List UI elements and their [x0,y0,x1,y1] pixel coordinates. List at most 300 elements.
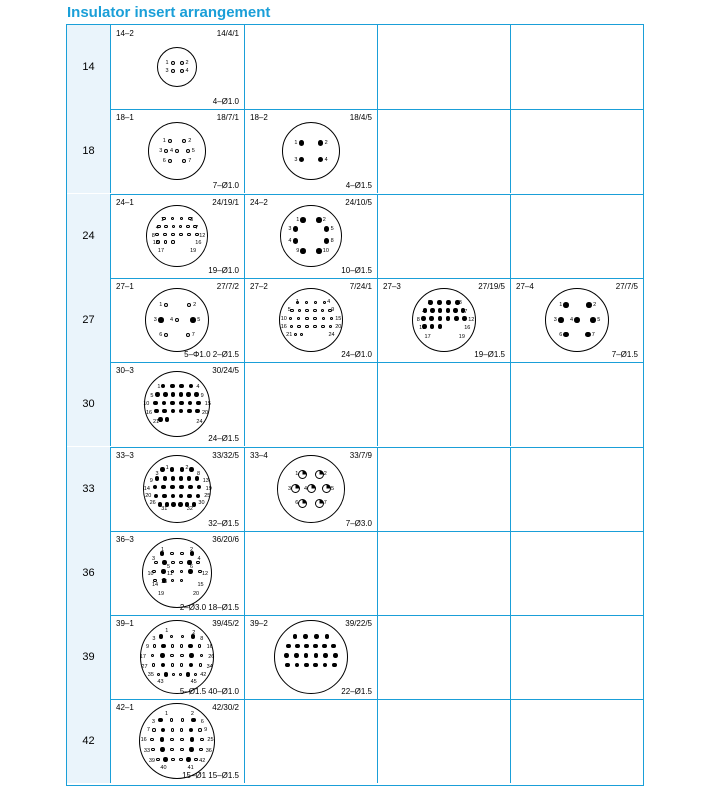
contact-spec: 5–Φ1.0 2–Ø1.5 [184,349,239,359]
pin-number: 1 [296,216,300,223]
contact-pin [438,316,443,321]
contact-socket [179,233,183,237]
pin-number: 9 [204,726,208,733]
contact-socket [155,233,159,237]
pin-number: 7 [195,224,199,231]
arrangement-cell [244,278,377,362]
pin-number: 31 [161,506,168,513]
arrangement-cell [377,25,510,109]
contact-pin [558,317,564,323]
pin-number: 9 [296,248,300,255]
arrangement-spec: 36/20/6 [212,534,239,544]
pin-number: 10 [322,248,329,255]
contact-socket [171,233,175,237]
arrangement-cell [377,531,510,615]
contact-pin [331,644,336,649]
contact-pin [179,384,184,389]
contact-socket [171,561,175,565]
contact-socket [180,728,184,732]
contact-spec: 32–Ø1.5 [208,518,239,528]
contact-pin [179,392,184,397]
contact-pin [188,401,193,406]
pin-number: 8 [416,316,420,323]
pin-number: 12 [199,232,206,239]
contact-socket [195,233,199,237]
pin-number: 7 [464,308,468,315]
contact-pin [313,644,318,649]
pin-number: 16 [206,644,213,651]
contact-pin [171,392,176,397]
contact-pin [163,757,168,762]
pin-number: 12 [468,316,475,323]
pin-number: 45 [190,679,197,686]
contact-pin [162,560,167,565]
pin-number: 3 [288,226,292,233]
contact-pin [188,644,193,649]
contact-pin [314,653,319,658]
contact-socket [180,61,184,65]
pin-number: 42 [199,758,206,765]
pin-number: 6 [162,158,166,165]
pin-number: 3 [155,471,159,477]
contact-pin [170,401,175,406]
arrangement-cell [111,194,244,278]
contact-socket [168,139,172,143]
contact-pin [446,316,451,321]
arrangement-cell [244,699,377,783]
shell-size-label: 30 [67,362,111,446]
contact-spec: 7–Ø1.5 [611,349,638,359]
contact-socket [187,233,191,237]
pin-number: 2 [188,138,192,145]
pin-number: 17 [424,333,431,340]
arrangement-spec: 14/4/1 [216,29,239,38]
pin-number: 1 [294,139,298,146]
pin-number: 5 [191,148,195,155]
pin-number: 1 [157,383,161,390]
contact-spec: 7–Ø3.0 [345,518,372,528]
page-title: Insulator insert arrangement [67,4,271,21]
arrangement-cell [377,194,510,278]
contact-pin [314,634,319,639]
contact-socket [171,69,175,73]
pin-number: 15 [197,581,204,588]
insert-arrangement-table [66,24,644,786]
contact-pin [191,718,196,723]
insert-face-diagram [282,122,340,180]
contact-pin [316,248,322,254]
arrangement-cell [510,699,643,783]
contact-pin [291,484,300,493]
contact-pin [189,747,194,752]
contact-pin [453,308,458,313]
contact-spec: 24–Ø1.0 [341,349,372,359]
contact-pin [155,392,160,397]
pin-number: 10 [147,571,154,578]
pin-number: 7 [146,726,150,733]
pin-number: 6 [295,500,299,506]
contact-pin [179,485,184,490]
pin-number: 1 [559,302,563,309]
pin-number: 34 [206,663,213,670]
contact-socket [323,301,327,305]
arrangement-cell [377,447,510,531]
pin-number: 1 [161,547,165,554]
pin-number: 4 [327,299,331,306]
contact-socket [164,225,168,229]
contact-pin [286,644,291,649]
arrangement-code: 36–3 [116,534,134,544]
pin-number: 27 [141,663,148,670]
pin-number: 19 [190,248,197,255]
contact-pin [303,634,308,639]
contact-spec: 15–Ø1 15–Ø1.5 [182,771,239,781]
table-row [67,531,643,615]
pin-number: 10 [280,315,287,322]
arrangement-spec: 7/24/1 [349,281,372,291]
contact-spec: 19–Ø1.5 [474,349,505,359]
table-row [67,278,643,362]
pin-number: 9 [149,478,153,485]
pin-number: 4 [196,383,200,390]
contact-socket [170,552,174,556]
arrangement-spec: 27/7/5 [615,281,638,291]
pin-number: 15 [335,315,342,322]
contact-socket [170,654,174,658]
contact-socket [179,758,183,762]
arrangement-cell [244,615,377,699]
contact-socket [152,728,156,732]
contact-socket [180,552,184,556]
contact-spec: 5–Ø1.5 40–Ø1.0 [179,687,239,697]
contact-spec: 4–Ø1.5 [345,181,372,191]
pin-number: 6 [200,718,204,725]
arrangement-spec: 18/7/1 [216,113,239,123]
contact-socket [199,663,203,667]
contact-socket [305,317,309,321]
pin-number: 4 [170,316,174,323]
contact-spec: 22–Ø1.5 [341,687,372,697]
pin-number: 25 [207,736,214,743]
table-row [67,194,643,278]
pin-number: 7 [191,331,195,338]
pin-number: 17 [157,248,165,255]
contact-pin [187,409,192,414]
pin-number: 8 [151,232,155,239]
arrangement-cell [377,615,510,699]
contact-pin [190,317,196,323]
pin-number: 1 [427,300,431,307]
pin-number: 24 [196,418,203,425]
contact-spec: 10–Ø1.5 [341,265,372,275]
table-row [67,447,643,531]
pin-number: 2 [190,547,194,554]
arrangement-cell [510,25,643,109]
pin-number: 3 [458,300,462,307]
arrangement-code: 33–4 [250,450,268,460]
arrangement-spec: 24/10/5 [345,197,372,207]
contact-socket [156,758,160,762]
contact-socket [151,748,155,752]
contact-spec: 19–Ø1.0 [208,265,239,275]
contact-spec: 2–Ø3.0 18–Ø1.5 [179,602,239,612]
pin-number: 7 [188,158,192,165]
pin-number: 1 [160,216,164,223]
pin-number: 16 [146,409,153,416]
shell-size-label: 18 [67,109,111,193]
contact-spec: 4–Ø1.0 [212,97,239,106]
pin-number: 3 [153,316,157,323]
arrangement-cell [377,699,510,783]
arrangement-cell [510,615,643,699]
pin-number: 9 [146,644,150,651]
pin-number: 13 [152,240,159,247]
pin-number: 3 [294,156,298,163]
arrangement-cell [377,278,510,362]
pin-number: 1 [165,711,169,718]
pin-number: 6 [559,331,563,338]
arrangement-cell [510,109,643,193]
contact-pin [446,300,451,305]
pin-number: 35 [147,671,154,678]
arrangement-cell [244,194,377,278]
contact-pin [162,494,167,499]
pin-number: 20 [202,409,209,416]
arrangement-code: 24–1 [116,197,134,207]
contact-pin [454,316,459,321]
pin-number: 2 [324,139,328,146]
arrangement-code: 27–2 [250,281,268,291]
contact-pin [189,467,194,472]
contact-spec: 24–Ø1.5 [208,434,239,444]
contact-pin [563,302,569,308]
pin-number: 9 [331,307,335,314]
arrangement-cell [111,278,244,362]
arrangement-spec: 42/30/2 [212,703,239,713]
contact-pin [180,467,185,472]
contact-socket [313,309,317,313]
pin-number: 5 [330,226,334,233]
contact-pin [421,316,426,321]
contact-pin [179,401,184,406]
arrangement-spec: 39/22/5 [345,619,372,629]
pin-number: 1 [162,138,166,145]
contact-pin [188,485,193,490]
contact-pin [189,653,194,658]
arrangement-code: 39–1 [116,619,134,629]
pin-number: 5 [330,485,334,492]
contact-socket [163,233,167,237]
pin-number: 3 [288,485,292,492]
pin-number: 1 [295,299,299,306]
arrangement-cell [111,362,244,446]
insert-face-diagram [140,620,214,694]
contact-pin [293,634,298,639]
pin-number: 11 [167,571,173,578]
arrangement-cell [244,531,377,615]
arrangement-cell [244,25,377,109]
pin-number: 13 [202,478,209,485]
arrangement-cell [510,447,643,531]
pin-number: 15 [204,401,211,408]
contact-socket [171,663,175,667]
contact-socket [180,654,184,658]
arrangement-cell [244,109,377,193]
arrangement-code: 24–2 [250,197,268,207]
contact-pin [179,476,184,481]
contact-socket [186,225,190,229]
pin-number: 6 [190,563,194,570]
contact-pin [178,502,183,507]
pin-number: 25 [204,492,211,499]
contact-pin [160,747,165,752]
contact-pin [293,238,299,244]
contact-pin [324,238,330,244]
contact-socket [175,318,179,322]
contact-pin [159,634,164,639]
contact-socket [170,718,174,722]
arrangement-cell [111,25,244,109]
contact-socket [171,61,175,65]
contact-socket [180,579,184,583]
contact-pin [196,401,201,406]
pin-number: 19 [205,485,212,492]
contact-pin [161,569,166,574]
pin-number: 19 [458,333,465,340]
contact-pin [158,317,164,323]
pin-number: 42 [200,671,207,678]
arrangement-code: 39–2 [250,619,268,629]
contact-pin [300,217,306,223]
contact-socket [180,69,184,73]
arrangement-cell [244,447,377,531]
pin-number: 2 [593,302,597,309]
contact-socket [181,635,185,639]
pin-number: 14 [143,485,150,492]
arrangement-code: 14–2 [116,29,134,38]
contact-pin [171,502,176,507]
contact-pin [194,392,199,397]
pin-number: 2 [323,471,327,477]
arrangement-cell [510,531,643,615]
pin-number: 3 [190,216,194,223]
arrangement-code: 27–1 [116,281,134,291]
arrangement-cell [111,447,244,531]
contact-pin [171,476,176,481]
pin-number: 4 [185,68,189,75]
contact-pin [295,644,300,649]
contact-pin [585,332,591,338]
pin-number: 1 [165,464,169,471]
arrangement-cell [111,531,244,615]
contact-socket [287,307,294,314]
contact-pin [590,317,596,323]
arrangement-code: 18–1 [116,113,134,123]
pin-number: 20 [145,492,152,499]
contact-pin [299,140,305,146]
pin-number: 2 [190,711,194,718]
contact-pin [298,499,307,508]
pin-number: 4 [288,237,292,244]
arrangement-spec: 33/7/9 [349,450,372,460]
pin-number: 17 [139,654,146,661]
arrangement-code: 27–4 [516,281,534,291]
pin-number: 9 [200,392,204,399]
contact-pin [307,484,316,493]
contact-socket [186,333,190,337]
pin-number: 6 [159,331,163,338]
contact-pin [161,644,166,649]
contact-socket [313,317,317,321]
insert-face-diagram [279,288,343,352]
shell-size-label: 36 [67,531,111,615]
contact-pin [187,494,192,499]
arrangement-spec: 39/45/2 [212,619,239,629]
contact-pin [429,316,434,321]
arrangement-spec: 24/19/1 [212,197,239,207]
shell-size-label: 27 [67,278,111,362]
pin-number: 19 [158,590,165,597]
pin-number: 30 [198,500,205,506]
table-row [67,699,643,783]
shell-size-label: 42 [67,699,111,783]
pin-number: 14 [152,581,159,588]
insert-face-diagram [280,205,342,267]
arrangement-code: 18–2 [250,113,268,123]
pin-number: 5 [597,316,601,323]
table-row [67,109,643,193]
contact-pin [586,302,592,308]
arrangement-code: 33–3 [116,450,134,460]
contact-pin [160,467,165,472]
pin-number: 5 [197,316,201,323]
contact-pin [332,663,337,668]
pin-number: 41 [187,764,194,771]
arrangement-spec: 27/19/5 [478,281,505,291]
pin-number: 32 [186,506,193,513]
pin-number: 4 [170,148,174,155]
contact-socket [321,325,325,329]
contact-pin [153,401,158,406]
pin-number: 40 [160,764,167,771]
pin-number: 20 [193,590,200,597]
contact-pin [170,485,175,490]
arrangement-cell [377,362,510,446]
pin-number: 13 [419,324,426,331]
contact-pin [160,653,165,658]
contact-pin [462,316,467,321]
pin-number: 5 [150,392,154,399]
arrangement-spec: 18/4/5 [349,113,372,123]
contact-socket [180,644,184,648]
pin-number: 1 [165,59,169,66]
contact-socket [198,644,202,648]
contact-pin [189,728,194,733]
contact-pin [333,653,338,658]
arrangement-spec: 30/24/5 [212,366,239,376]
pin-number: 4 [197,556,201,563]
contact-spec: 7–Ø1.0 [212,181,239,191]
pin-number: 4 [422,308,426,315]
pin-number: 2 [192,630,196,637]
pin-number: 5 [287,307,291,314]
pin-number: 3 [165,68,169,75]
contact-pin [163,392,168,397]
contact-pin [186,392,191,397]
contact-pin [574,317,580,323]
arrangement-code: 30–3 [116,366,134,376]
contact-pin [154,494,159,499]
